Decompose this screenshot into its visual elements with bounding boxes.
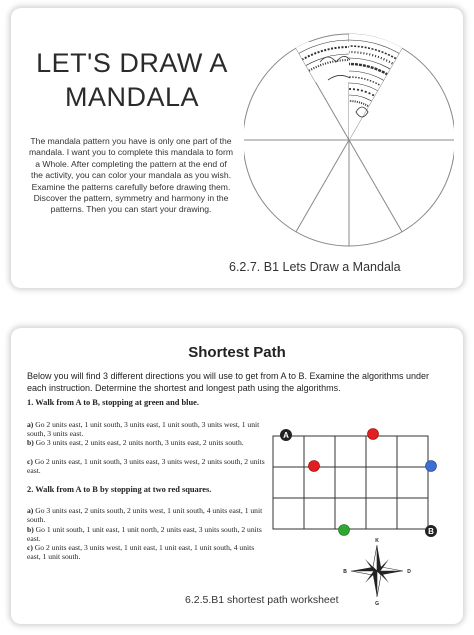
option-text: Go 3 units east, 2 units east, 2 units north, 3 units east, 2 units south. — [33, 438, 244, 447]
compass-south-label: G — [375, 601, 379, 606]
page-title — [27, 46, 237, 114]
option-letter: c) — [27, 457, 33, 466]
q2-option-c — [27, 543, 265, 561]
compass-north-label: K — [375, 538, 379, 544]
q2-option-a — [27, 506, 265, 524]
question-1: 1. Walk from A to B, stopping at green and blue. — [27, 398, 199, 407]
option-text: Go 2 units east, 3 units west, 1 unit east, 1 unit east, 1 unit south, 4 units east, 1 unit south. — [27, 543, 255, 562]
mandala-card — [11, 8, 463, 288]
option-text: Go 1 unit south, 1 unit east, 1 unit north, 2 units east, 3 units south, 2 units east. — [27, 525, 262, 544]
option-letter: b) — [27, 525, 34, 534]
q2-option-b — [27, 525, 265, 543]
option-text: Go 2 units east, 1 unit south, 3 units east, 1 unit south, 3 units west, 1 unit south, 3 units east. — [27, 420, 260, 439]
worksheet-caption: 6.2.5.B1 shortest path worksheet — [185, 594, 339, 606]
option-letter: c) — [27, 543, 33, 552]
compass-rose-icon — [337, 534, 417, 606]
mandala-description: The mandala pattern you have is only one part of the mandala. I want you to complete this mandala to form a Whole. After completing the pattern at the end of the activity, you can color your mandala as you wish. Examine the patterns carefully before drawing them. Discover the pattern, symmetry and harmony in the patterns. Then you can start your drawing. — [29, 136, 233, 215]
compass-east-label: D — [407, 569, 411, 575]
mandala-circle-drawing — [244, 22, 454, 258]
option-letter: b) — [27, 438, 34, 447]
red-dot — [368, 429, 379, 440]
option-letter: a) — [27, 506, 34, 515]
red-dot — [309, 461, 320, 472]
question-2: 2. Walk from A to B by stopping at two red squares. — [27, 485, 212, 494]
option-letter: a) — [27, 420, 34, 429]
title-line-2: MANDALA — [64, 82, 200, 112]
option-text: Go 3 units east, 2 units south, 2 units west, 1 unit south, 4 units east, 1 unit south. — [27, 506, 263, 525]
shortest-path-card — [11, 328, 463, 624]
mandala-caption: 6.2.7. B1 Lets Draw a Mandala — [229, 260, 401, 274]
end-label: B — [428, 527, 434, 536]
option-text: Go 2 units east, 1 unit south, 3 units east, 3 units west, 2 units south, 2 units east. — [27, 457, 265, 476]
blue-dot — [426, 461, 437, 472]
start-label: A — [283, 431, 289, 440]
title-line-1: LET'S DRAW A — [36, 48, 228, 78]
worksheet-title: Shortest Path — [188, 344, 286, 361]
compass-west-label: B — [343, 569, 347, 575]
q1-option-c — [27, 457, 265, 475]
worksheet-intro: Below you will find 3 different directions you will use to get from A to B. Examine the algorithms under each instruction. Determine the shortest and longest path using the algorithms. — [27, 371, 430, 393]
path-grid — [261, 424, 441, 540]
grid-dots — [309, 429, 437, 536]
q1-option-b — [27, 438, 265, 447]
start-marker — [280, 429, 292, 441]
end-marker — [425, 525, 437, 537]
q1-option-a — [27, 420, 265, 438]
